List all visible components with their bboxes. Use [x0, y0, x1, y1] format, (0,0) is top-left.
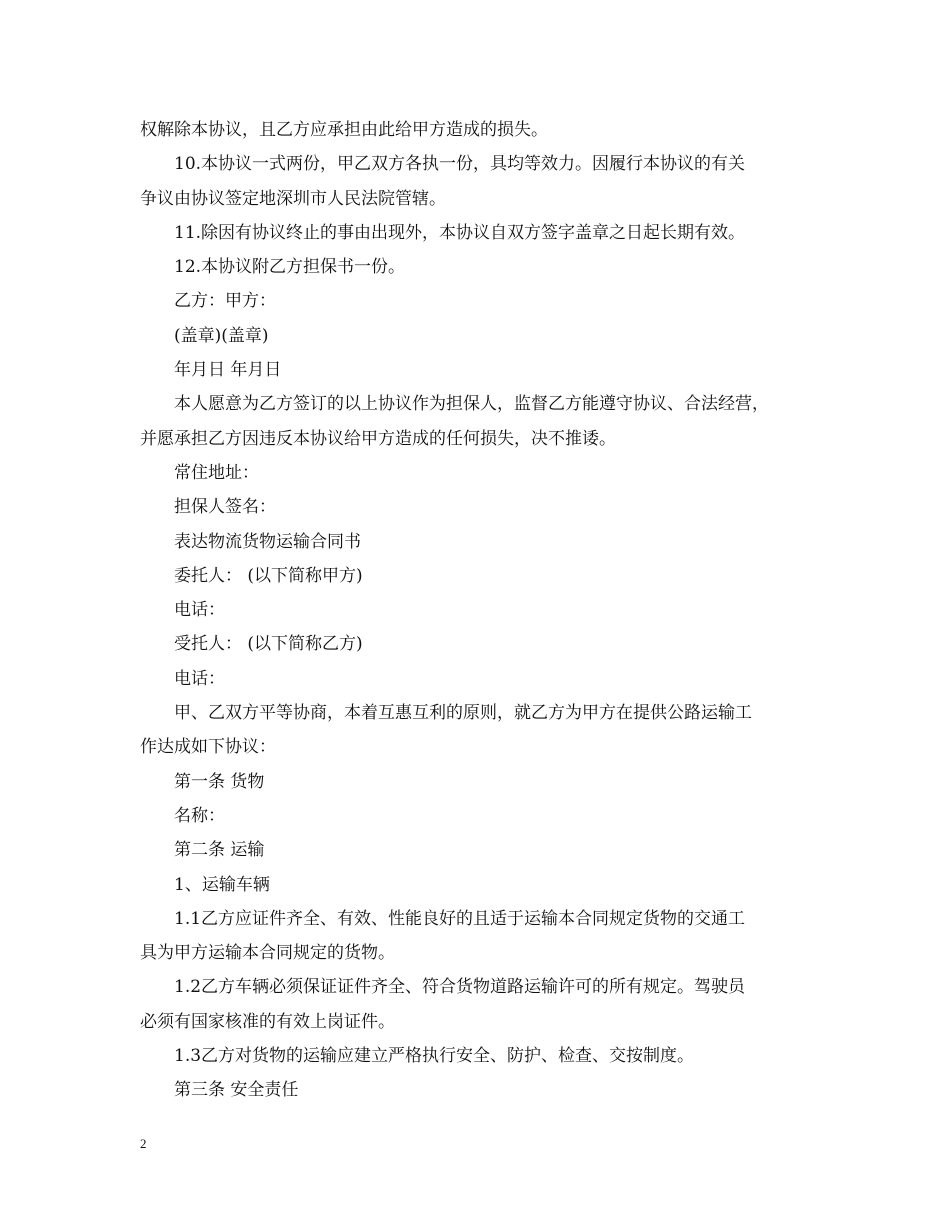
paragraph-line: 11.除因有协议终止的事由出现外，本协议自双方签字盖章之日起长期有效。	[174, 222, 746, 243]
page-number: 2	[140, 1136, 147, 1151]
paragraph-line: 委托人： (以下简称甲方)	[174, 565, 363, 586]
paragraph-line: 争议由协议签定地深圳市人民法院管辖。	[140, 188, 446, 209]
paragraph-line: 1.2乙方车辆必须保证证件齐全、符合货物道路运输许可的所有规定。驾驶员	[174, 977, 746, 998]
paragraph-line: 乙方：甲方：	[174, 291, 276, 312]
paragraph-line: 1、运输车辆	[174, 874, 270, 895]
paragraph-line: 名称：	[174, 805, 225, 826]
paragraph-line: 甲、乙双方平等协商，本着互惠互利的原则，就乙方为甲方在提供公路运输工	[174, 703, 752, 724]
paragraph-line: 并愿承担乙方因违反本协议给甲方造成的任何损失，决不推诿。	[140, 428, 616, 449]
paragraph-line: 第一条 货物	[174, 771, 265, 792]
paragraph-line: 常住地址：	[174, 462, 259, 483]
paragraph-line: (盖章)(盖章)	[174, 325, 269, 346]
paragraph-line: 电话：	[174, 668, 225, 689]
paragraph-line: 权解除本协议，且乙方应承担由此给甲方造成的损失。	[140, 120, 548, 140]
document-body	[140, 113, 812, 1108]
paragraph-line: 1.1乙方应证件齐全、有效、性能良好的且适于运输本合同规定货物的交通工	[174, 908, 746, 929]
paragraph-line: 受托人： (以下简称乙方)	[174, 634, 363, 655]
paragraph-line: 10.本协议一式两份，甲乙双方各执一份，具均等效力。因履行本协议的有关	[174, 154, 746, 175]
paragraph-line: 第三条 安全责任	[174, 1080, 299, 1101]
paragraph-line: 1.3乙方对货物的运输应建立严格执行安全、防护、检查、交按制度。	[174, 1046, 695, 1067]
paragraph-line: 必须有国家核准的有效上岗证件。	[140, 1011, 395, 1032]
paragraph-line: 表达物流货物运输合同书	[174, 531, 361, 552]
paragraph-line: 具为甲方运输本合同规定的货物。	[140, 943, 395, 964]
paragraph-line: 担保人签名：	[174, 497, 276, 518]
paragraph-line: 第二条 运输	[174, 840, 265, 861]
paragraph-line: 12.本协议附乙方担保书一份。	[174, 257, 406, 278]
paragraph-line: 作达成如下协议：	[140, 737, 276, 758]
paragraph-line: 年月日 年月日	[174, 360, 282, 381]
paragraph-line: 本人愿意为乙方签订的以上协议作为担保人，监督乙方能遵守协议、合法经营，	[174, 394, 769, 415]
paragraph-line: 电话：	[174, 600, 225, 621]
